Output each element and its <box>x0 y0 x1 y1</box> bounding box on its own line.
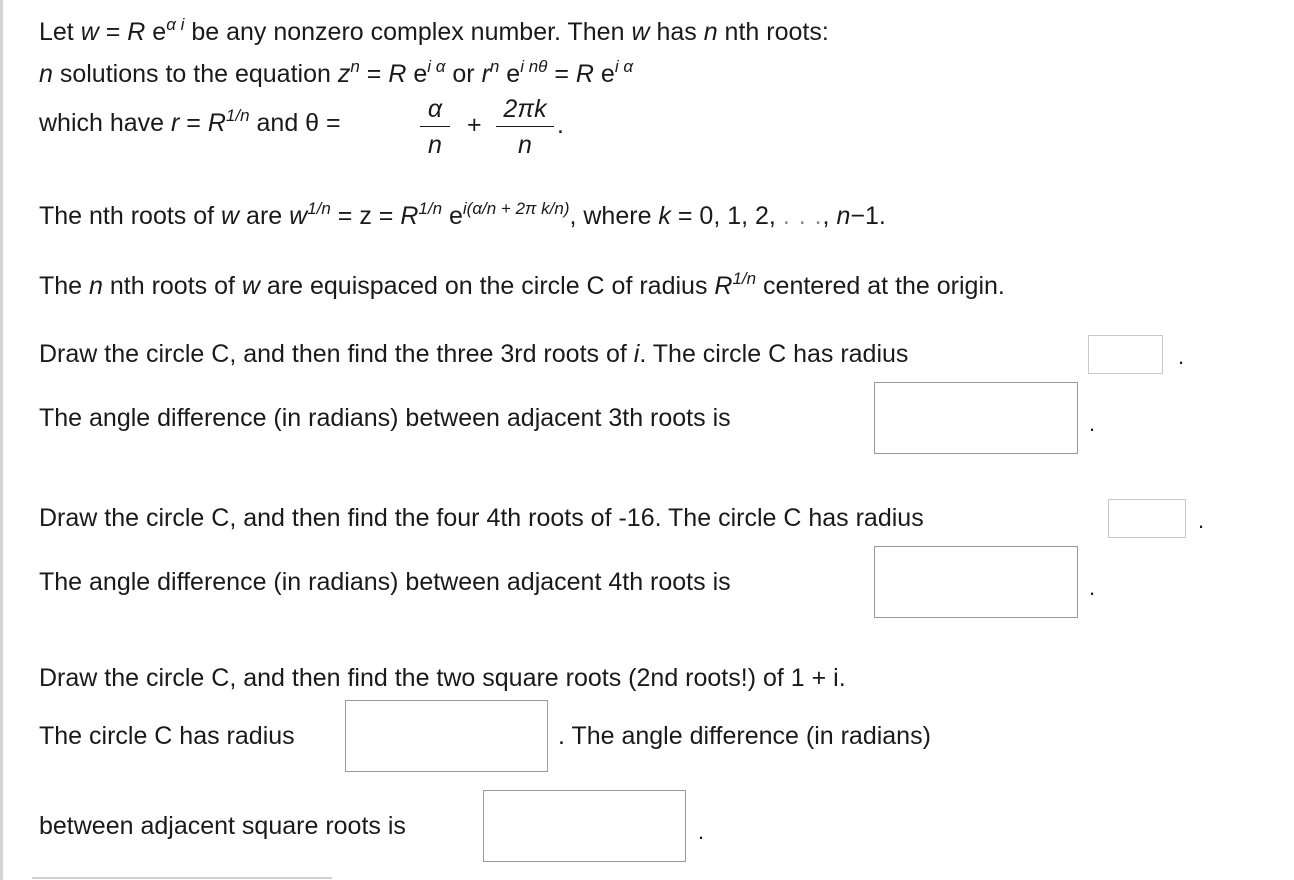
var-w: w <box>289 202 308 230</box>
exponent: 1/n <box>307 199 331 218</box>
var-R: R <box>575 60 594 88</box>
exponent: i α <box>614 57 634 76</box>
text: e <box>145 18 167 46</box>
var-z: z <box>337 60 351 88</box>
text: nth roots: <box>717 18 829 46</box>
var-R: R <box>388 60 407 88</box>
text: or <box>445 60 482 88</box>
var-R: R <box>714 272 733 300</box>
problem1-radius-input[interactable] <box>1088 335 1163 374</box>
text: = 0, 1, 2, <box>670 202 783 230</box>
nth-roots-line <box>39 199 886 230</box>
problem3-intro: Draw the circle C, and then find the two square roots (2nd roots!) of 1 + i. <box>39 664 846 692</box>
var-w: w <box>80 18 99 46</box>
exponent: n <box>350 57 360 76</box>
var-n: n <box>836 202 851 230</box>
var-R: R <box>127 18 146 46</box>
text: centered at the origin. <box>756 272 1005 300</box>
var-w: w <box>221 202 240 230</box>
fraction-2pik-over-n <box>496 97 554 158</box>
problem3-radius-prompt: The circle C has radius <box>39 722 295 750</box>
text: and θ = <box>249 109 341 137</box>
var-i: i <box>633 340 640 368</box>
text: , where <box>569 202 659 230</box>
problem2-angle-input[interactable] <box>874 546 1078 618</box>
var-R: R <box>207 109 226 137</box>
text: = <box>359 60 389 88</box>
left-border <box>0 0 3 880</box>
exponent: i α <box>427 57 446 76</box>
problem1-angle-input[interactable] <box>874 382 1078 454</box>
period: . <box>698 819 705 844</box>
problem2-radius-prompt: Draw the circle C, and then find the four 4th roots of -16. The circle C has radius <box>39 504 924 532</box>
text: be any nonzero complex number. Then <box>184 18 632 46</box>
intro-line-2 <box>39 57 634 88</box>
exponent: α i <box>166 15 185 34</box>
problem3-angle-input[interactable] <box>483 790 686 862</box>
text: −1. <box>850 202 886 230</box>
text: e <box>593 60 615 88</box>
exponent: 1/n <box>732 269 757 288</box>
var-w: w <box>631 18 650 46</box>
numerator: 2πk <box>496 97 554 127</box>
text: which have <box>39 109 172 137</box>
text: Let <box>39 18 81 46</box>
text: solutions to the equation <box>52 60 338 88</box>
period: . <box>1089 575 1096 600</box>
problem3-radius-input[interactable] <box>345 700 548 772</box>
exponent: i(α/n + 2π k/n) <box>462 199 570 218</box>
bottom-rule <box>32 877 332 879</box>
var-w: w <box>241 272 260 300</box>
text: The nth roots of <box>39 202 222 230</box>
plus-sign: + <box>467 111 482 139</box>
var-n: n <box>39 60 53 88</box>
period: . <box>1089 411 1096 436</box>
text: are <box>239 202 290 230</box>
fraction-alpha-over-n <box>420 97 450 158</box>
var-k: k <box>658 202 671 230</box>
exponent: 1/n <box>418 199 443 218</box>
var-r: r <box>481 60 490 88</box>
period: . <box>557 111 564 139</box>
problem1-angle-prompt: The angle difference (in radians) between adjacent 3th roots is <box>39 404 731 432</box>
problem3-angle-prompt-a: . The angle difference (in radians) <box>558 722 931 750</box>
numerator: α <box>420 97 450 127</box>
problem2-angle-prompt: The angle difference (in radians) between adjacent 4th roots is <box>39 568 731 596</box>
period: . <box>1198 508 1205 533</box>
exponent: i nθ <box>520 57 548 76</box>
var-n: n <box>703 18 718 46</box>
var-r: r <box>171 109 180 137</box>
problem1-radius-prompt <box>39 342 908 367</box>
text: . The circle C has radius <box>639 340 909 368</box>
denominator: n <box>428 131 442 159</box>
exponent: n <box>489 57 500 76</box>
text: are equispaced on the circle C of radius <box>259 272 715 300</box>
exponent: 1/n <box>225 106 250 125</box>
text: = <box>98 18 128 46</box>
period: . <box>1178 344 1185 369</box>
problem3-angle-prompt-b: between adjacent square roots is <box>39 812 406 840</box>
var-n: n <box>89 272 103 300</box>
text: The <box>39 272 90 300</box>
ellipsis: . . . <box>782 202 823 230</box>
text: , <box>822 202 837 230</box>
text: Draw the circle C, and then find the three 3rd roots of <box>39 340 634 368</box>
intro-line-3 <box>39 106 341 137</box>
text: nth roots of <box>102 272 242 300</box>
text: e <box>442 202 463 230</box>
text: e <box>406 60 428 88</box>
var-R: R <box>400 202 419 230</box>
text: has <box>649 18 704 46</box>
equispaced-line <box>39 269 1005 300</box>
text: e <box>499 60 521 88</box>
problem2-radius-input[interactable] <box>1108 499 1186 538</box>
intro-line-1 <box>39 15 829 46</box>
text: = z = <box>330 202 401 230</box>
denominator: n <box>518 131 532 159</box>
text: = <box>547 60 576 88</box>
text: = <box>179 109 208 137</box>
